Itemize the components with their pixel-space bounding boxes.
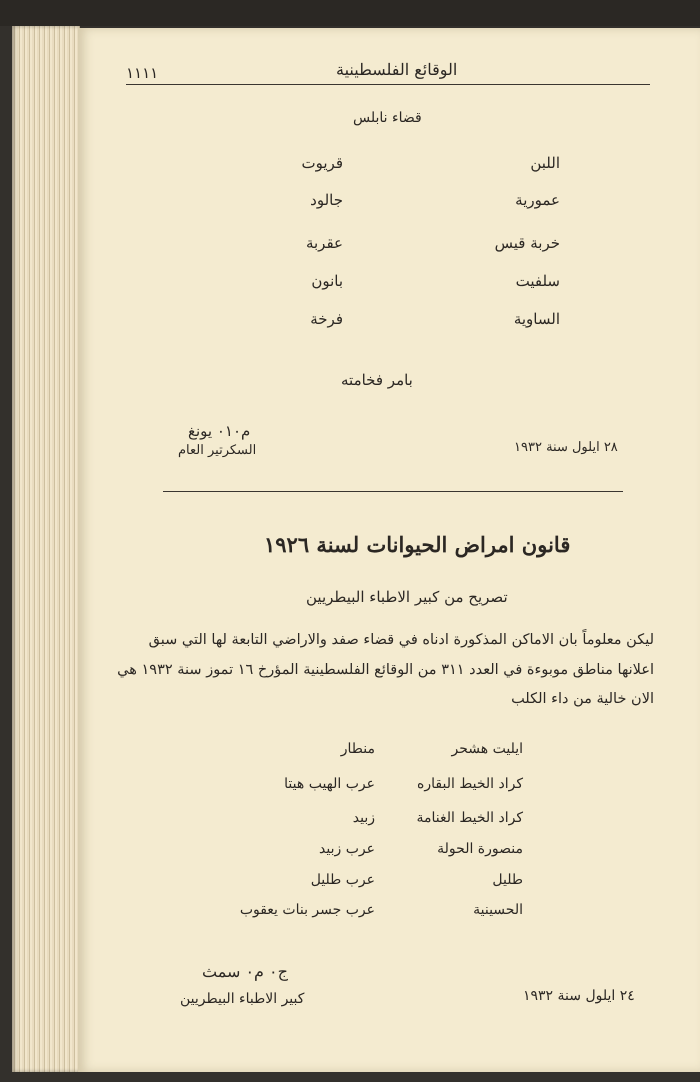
place-left-2: عرب الهيب هيتا xyxy=(284,776,375,792)
document-page xyxy=(78,28,700,1072)
by-order: بامر فخامته xyxy=(341,371,413,389)
law-subtitle: تصريح من كبير الاطباء البيطريين xyxy=(306,588,508,606)
village-right-3: خربة قيس xyxy=(494,234,560,252)
place-right-6: الحسينية xyxy=(473,902,523,918)
place-right-3: كراد الخيط الغنامة xyxy=(416,810,523,826)
district-heading: قضاء نابلس xyxy=(353,110,422,126)
vet-signatory-title: كبير الاطباء البيطريين xyxy=(180,991,305,1007)
signatory-name: م٠١٠ يونغ xyxy=(188,422,251,440)
place-left-4: عرب زبيد xyxy=(319,841,375,857)
place-left-3: زبيد xyxy=(352,810,375,826)
village-right-2: عمورية xyxy=(515,191,560,209)
law-title: قانون امراض الحيوانات لسنة ١٩٢٦ xyxy=(264,532,571,557)
page-number: ١١١١ xyxy=(126,64,159,82)
section-divider xyxy=(163,491,623,492)
body-line-3: الان خالية من داء الكلب xyxy=(511,691,654,707)
place-left-1: منطار xyxy=(340,741,375,757)
vet-notice-date: ٢٤ ايلول سنة ١٩٣٢ xyxy=(523,988,635,1004)
place-left-5: عرب طليل xyxy=(310,872,375,888)
body-line-1: ليكن معلوماً بان الاماكن المذكورة ادناه في قضاء صفد والاراضي التابعة لها التي سبق xyxy=(148,632,654,648)
village-right-1: اللبن xyxy=(530,154,560,172)
village-left-3: عقربة xyxy=(305,234,343,252)
place-right-1: ايليت هشحر xyxy=(451,741,523,757)
page-title: الوقائع الفلسطينية xyxy=(336,60,458,79)
notice-date: ٢٨ ايلول سنة ١٩٣٢ xyxy=(514,440,618,455)
cover-top-edge xyxy=(0,0,700,26)
signatory-title: السكرتير العام xyxy=(178,443,257,458)
place-right-5: طليل xyxy=(492,872,523,888)
village-left-5: فرخة xyxy=(310,310,343,328)
village-left-4: بانون xyxy=(311,272,343,290)
village-left-2: جالود xyxy=(310,191,343,209)
village-left-1: قريوت xyxy=(301,154,343,172)
village-right-4: سلفيت xyxy=(515,272,560,290)
body-line-2: اعلانها مناطق موبوءة في العدد ٣١١ من الوقائع الفلسطينية المؤرخ ١٦ تموز سنة ١٩٣٢ هي xyxy=(117,662,654,678)
vet-signatory-name: ج٠ م٠ سمث xyxy=(202,962,288,981)
place-right-2: كراد الخيط البقاره xyxy=(417,776,523,792)
page-edges xyxy=(12,26,80,1072)
place-right-4: منصورة الحولة xyxy=(437,841,523,857)
header-rule xyxy=(126,84,650,85)
village-right-5: الساوية xyxy=(513,310,560,328)
place-left-6: عرب جسر بنات يعقوب xyxy=(239,902,375,918)
